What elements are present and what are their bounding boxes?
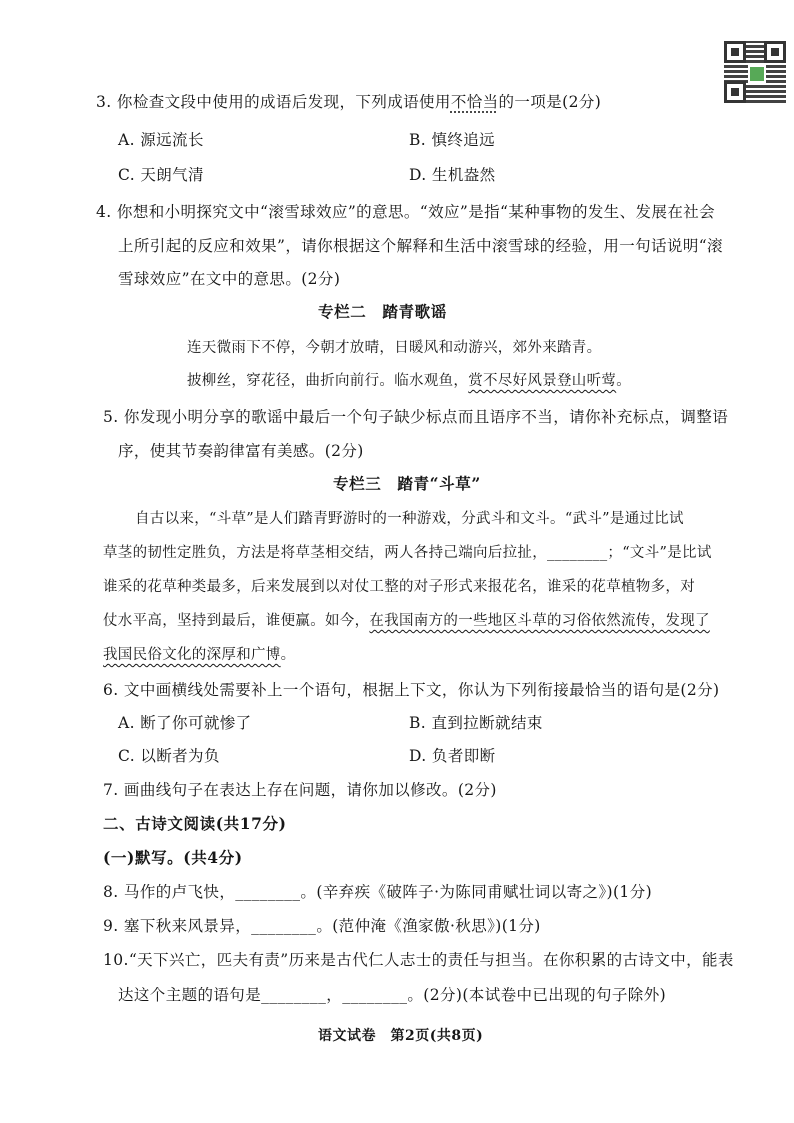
passage-line-3: 谁采的花草种类最多，后来发展到以对仗工整的对子形式来报花名，谁采的花草植物多，对 [103,579,695,595]
question-5-line-1: 5. 你发现小明分享的歌谣中最后一个句子缺少标点而且语序不当，请你补充标点，调整语 [103,408,729,426]
wavy-underlined-text: 赏不尽好风景登山听莺 [468,373,617,389]
emphasis-dots: 不恰当 [450,93,499,111]
question-3-stem [96,90,601,112]
wavy-underlined-text: 在我国南方的一些地区斗草的习俗依然流传，发现了 [369,613,710,629]
question-3-score: 的一项是(2分) [498,93,602,111]
wavy-underlined-text: 我国民俗文化的深厚和广博 [103,647,281,663]
option-d: D. 负者即断 [409,747,496,765]
question-4-line-1: 4. 你想和小明探究文中“滚雪球效应”的意思。“效应”是指“某种事物的发生、发展在社会 [96,203,716,221]
question-4-line-2: 上所引起的反应和效果”，请你根据这个解释和生活中滚雪球的经验，用一句话说明“滚 [118,237,723,255]
option-b: B. 直到拉断就结束 [409,714,543,732]
poem-line-2-end: 。 [616,373,632,389]
section-2-title: 专栏二 踏青歌谣 [318,302,447,321]
option-c: C. 以断者为负 [118,747,220,765]
passage-line-4-start: 仗水平高，坚持到最后，谁便赢。如今， [103,613,370,629]
page-footer: 语文试卷 第2页(共8页) [318,1028,484,1044]
question-7-stem: 7. 画曲线句子在表达上存在问题，请你加以修改。(2分) [103,781,497,799]
option-d: D. 生机盎然 [409,166,496,184]
question-3-text: 3. 你检查文段中使用的成语后发现，下列成语使用 [96,93,451,111]
question-9-stem: 9. 塞下秋来风景异，________。(范仲淹《渔家傲·秋思》)(1分) [103,917,541,935]
section-3-title: 专栏三 踏青“斗草” [333,474,481,493]
question-8-stem: 8. 马作的卢飞快，________。(辛弃疾《破阵子·为陈同甫赋壮词以寄之》)(1分) [103,883,653,901]
part-2-subtitle: (一)默写。(共4分) [103,848,243,867]
question-10-line-1: 10.“天下兴亡，匹夫有责”历来是古代仁人志士的责任与担当。在你积累的古诗文中，能表 [103,951,734,969]
poem-line-2-start: 披柳丝，穿花径，曲折向前行。临水观鱼， [187,373,469,389]
poem-line-1: 连天微雨下不停，今朝才放晴，日暖风和动游兴，郊外来踏青。 [187,340,602,356]
option-a: A. 断了你可就惨了 [118,714,252,732]
passage-line-1: 自古以来，“斗草”是人们踏青野游时的一种游戏，分武斗和文斗。“武斗”是通过比试 [135,511,684,527]
passage-line-4 [103,609,710,630]
question-6-stem: 6. 文中画横线处需要补上一个语句，根据上下文，你认为下列衔接最恰当的语句是(2分) [103,681,720,699]
poem-line-2 [187,369,631,390]
passage-line-5 [103,643,295,664]
option-b: B. 慎终追远 [409,131,496,149]
question-10-line-2: 达这个主题的语句是________，________。(2分)(本试卷中已出现的句子除外) [118,986,667,1004]
option-c: C. 天朗气清 [118,166,204,184]
question-4-line-3: 雪球效应”在文中的意思。(2分) [118,270,341,288]
passage-line-2: 草茎的韧性定胜负，方法是将草茎相交结，两人各持己端向后拉扯，________；“文斗”是比试 [103,545,712,561]
part-2-title: 二、古诗文阅读(共17分) [103,814,287,833]
passage-line-5-end: 。 [280,647,296,663]
qr-code-icon [724,41,786,103]
option-a: A. 源远流长 [118,131,204,149]
question-5-line-2: 序，使其节奏韵律富有美感。(2分) [118,442,364,460]
